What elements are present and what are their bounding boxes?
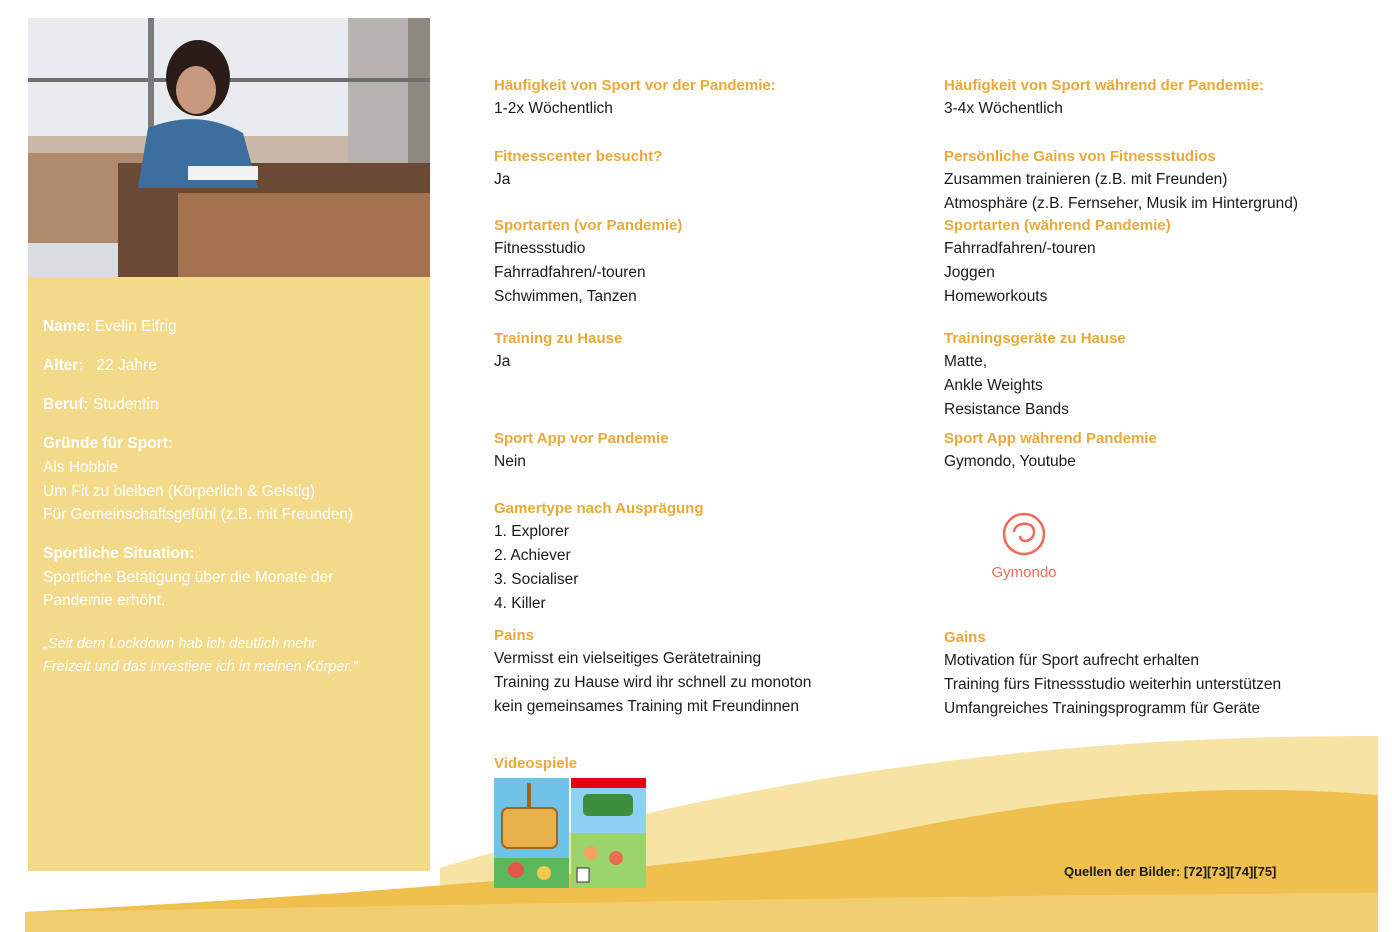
pains-section [494, 625, 811, 719]
gym-visited-section [494, 146, 662, 192]
section-line: 3-4x Wöchentlich [944, 100, 1063, 117]
section-title: Training zu Hause [494, 330, 623, 347]
section-line: 3. Socialiser [494, 571, 579, 588]
name-label: Name: [43, 318, 91, 335]
job-label: Beruf: [43, 396, 89, 413]
name-value: Evelin Eifrig [94, 318, 177, 335]
section-line: Homeworkouts [944, 288, 1048, 305]
section-title: Trainingsgeräte zu Hause [944, 330, 1126, 347]
age-label: Alter: [43, 357, 84, 374]
reason-item: Für Gemeinschaftsgefühl (z.B. mit Freunden) [43, 506, 354, 523]
quote-line: Freizeit und das investiere ich in meinen Körper." [43, 658, 358, 675]
section-line: Gymondo, Youtube [944, 453, 1076, 470]
home-training-section [494, 328, 622, 374]
section-title: Sportarten (während Pandemie) [944, 217, 1171, 234]
app-during-section [944, 428, 1157, 474]
section-title: Sport App während Pandemie [944, 430, 1157, 447]
situation-line: Pandemie erhöht. [43, 592, 166, 609]
section-line: Training fürs Fitnessstudio weiterhin unterstützen [944, 676, 1282, 693]
situation-line: Sportliche Betätigung über die Monate der [43, 568, 334, 586]
section-line: Ankle Weights [944, 377, 1043, 394]
reason-item: Um Fit zu bleiben (Körperlich & Geistig) [43, 482, 316, 500]
section-line: Schwimmen, Tanzen [494, 288, 637, 305]
section-title: Häufigkeit von Sport während der Pandemie: [944, 77, 1265, 94]
section-line: Zusammen trainieren (z.B. mit Freunden) [944, 171, 1228, 188]
section-line: 2. Achiever [494, 547, 571, 564]
section-line: 1-2x Wöchentlich [494, 100, 613, 117]
job-value: Studentin [92, 396, 159, 413]
section-title: Videospiele [494, 755, 578, 772]
gymondo-logo [976, 508, 1072, 596]
section-line: Fahrradfahren/-touren [494, 264, 646, 281]
section-line: Ja [494, 353, 511, 370]
age-row [43, 354, 423, 378]
app-before-section [494, 428, 668, 474]
section-line: Ja [494, 171, 511, 188]
game-cover-image [571, 778, 646, 888]
section-title: Pains [494, 627, 535, 644]
sports-before-section [494, 215, 682, 309]
section-line: 1. Explorer [494, 523, 569, 540]
job-row [43, 393, 423, 417]
quote-line: „Seit dem Lockdown hab ich deutlich mehr [43, 635, 317, 652]
logo-text: Gymondo [991, 564, 1057, 581]
freq-before-section [494, 75, 776, 121]
persona-panel [28, 277, 430, 871]
name-row [43, 315, 423, 339]
gains-section [944, 627, 1281, 721]
section-line: kein gemeinsames Training mit Freundinnen [494, 698, 799, 715]
section-line: Resistance Bands [944, 401, 1069, 418]
section-title: Fitnesscenter besucht? [494, 148, 663, 165]
game-cover-image [494, 778, 569, 888]
age-value: 22 Jahre [96, 357, 157, 374]
gamer-type-section [494, 498, 704, 616]
reasons-block [43, 432, 423, 527]
section-line: Fahrradfahren/-touren [944, 240, 1096, 257]
section-line: Fitnessstudio [494, 240, 586, 257]
section-line: Umfangreiches Trainingsprogramm für Geräte [944, 700, 1261, 717]
section-line: 4. Killer [494, 595, 546, 612]
section-title: Gains [944, 629, 986, 646]
section-line: Joggen [944, 264, 995, 281]
reason-item: Als Hobbie [43, 459, 118, 476]
section-title: Sport App vor Pandemie [494, 430, 669, 447]
section-title: Häufigkeit von Sport vor der Pandemie: [494, 77, 776, 94]
section-line: Vermisst ein vielseitiges Gerätetraining [494, 650, 762, 667]
section-line: Training zu Hause wird ihr schnell zu monoton [494, 674, 812, 691]
situation-block [43, 542, 423, 613]
sports-during-section [944, 215, 1171, 309]
freq-during-section [944, 75, 1264, 121]
section-title: Sportarten (vor Pandemie) [494, 217, 683, 234]
section-line: Nein [494, 453, 526, 470]
videogames-section [494, 753, 577, 775]
situation-title: Sportliche Situation: [43, 544, 195, 562]
gym-gains-section [944, 146, 1298, 216]
section-line: Matte, [944, 353, 988, 370]
home-equipment-section [944, 328, 1126, 422]
persona-photo [28, 18, 430, 277]
image-sources: Quellen der Bilder: [72][73][74][75] [1064, 864, 1277, 879]
section-title: Persönliche Gains von Fitnessstudios [944, 148, 1216, 165]
section-line: Atmosphäre (z.B. Fernseher, Musik im Hintergrund) [944, 195, 1299, 212]
section-line: Motivation für Sport aufrecht erhalten [944, 652, 1200, 669]
section-title: Gamertype nach Ausprägung [494, 500, 704, 517]
persona-quote [43, 633, 423, 679]
reasons-title: Gründe für Sport: [43, 435, 174, 452]
